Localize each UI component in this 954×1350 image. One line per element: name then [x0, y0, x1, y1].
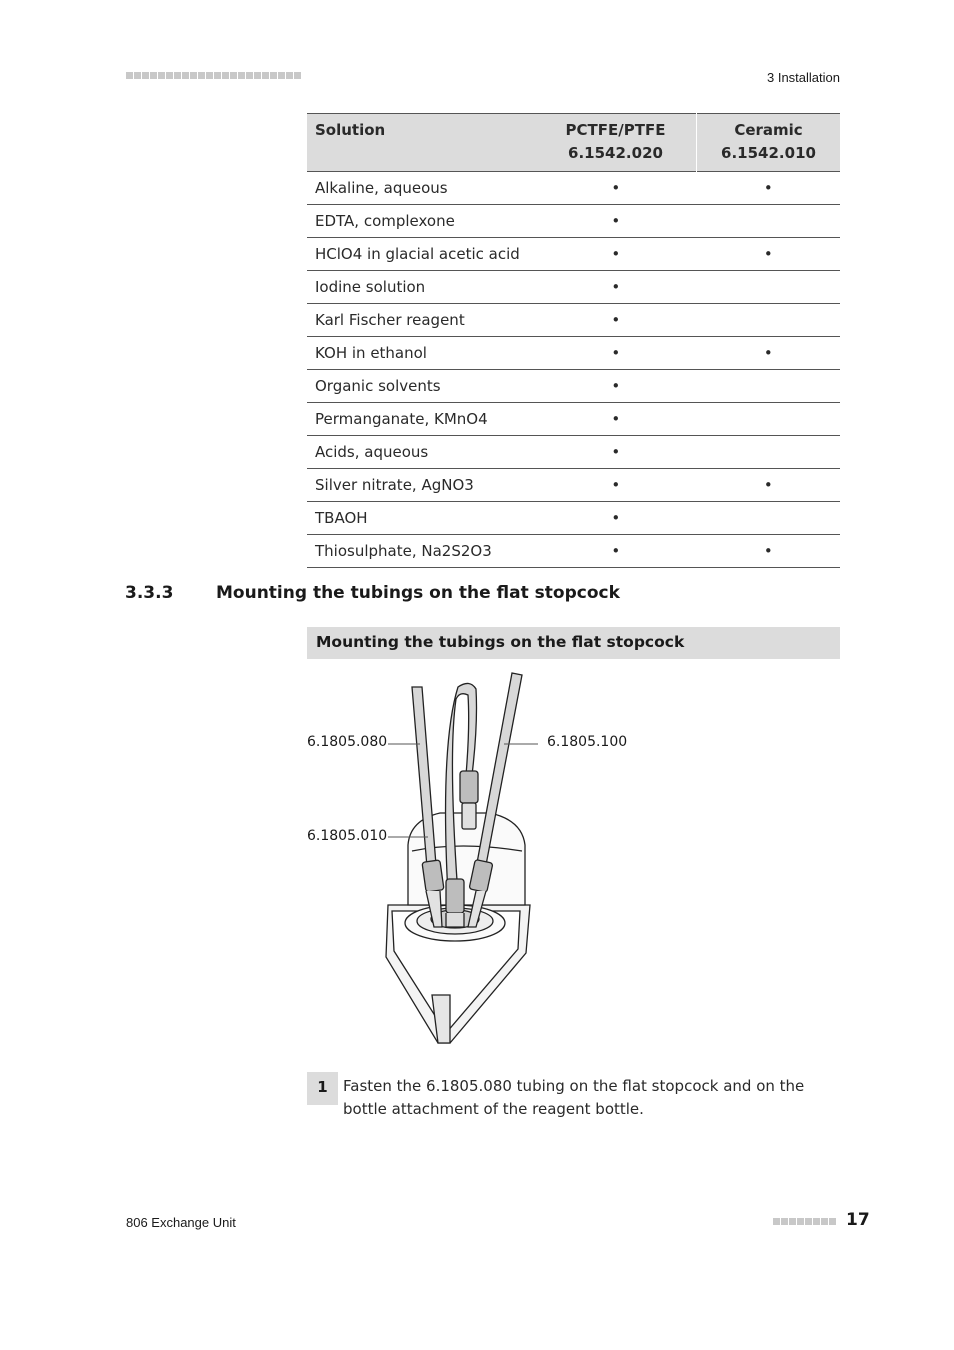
table-row — [307, 370, 840, 403]
decoration-square — [278, 72, 285, 79]
decoration-square — [206, 72, 213, 79]
cell-ceramic — [697, 271, 841, 304]
cell-pctfe: • — [535, 172, 697, 205]
solution-compatibility-table — [307, 113, 840, 568]
table-row — [307, 469, 840, 502]
decoration-square — [150, 72, 157, 79]
decoration-square — [829, 1218, 836, 1225]
cell-solution: Permanganate, KMnO4 — [307, 403, 535, 436]
column-header-pctfe — [535, 114, 697, 172]
decoration-square — [198, 72, 205, 79]
table-row — [307, 205, 840, 238]
cell-solution: Karl Fischer reagent — [307, 304, 535, 337]
cell-ceramic — [697, 502, 841, 535]
decoration-square — [134, 72, 141, 79]
step-text: Fasten the 6.1805.080 tubing on the flat stopcock and on the bottle attachment of the reagent bottle. — [343, 1077, 805, 1118]
decoration-square — [126, 72, 133, 79]
decoration-square — [214, 72, 221, 79]
step-number: 1 — [307, 1072, 338, 1105]
cell-ceramic: • — [697, 238, 841, 271]
table-row — [307, 304, 840, 337]
decoration-square — [190, 72, 197, 79]
running-header-section: 3 Installation — [767, 70, 840, 85]
procedure-title-banner: Mounting the tubings on the flat stopcock — [307, 627, 840, 659]
table-row — [307, 502, 840, 535]
decoration-square — [805, 1218, 812, 1225]
cell-solution: Acids, aqueous — [307, 436, 535, 469]
decoration-square — [222, 72, 229, 79]
cell-pctfe: • — [535, 535, 697, 568]
cell-pctfe: • — [535, 238, 697, 271]
decoration-square — [789, 1218, 796, 1225]
table-row — [307, 172, 840, 205]
decoration-square — [246, 72, 253, 79]
footer-document-title: 806 Exchange Unit — [126, 1215, 236, 1230]
cell-solution: Silver nitrate, AgNO3 — [307, 469, 535, 502]
decoration-square — [174, 72, 181, 79]
decoration-square — [262, 72, 269, 79]
cell-solution: Thiosulphate, Na2S2O3 — [307, 535, 535, 568]
table-body — [307, 172, 840, 568]
cell-solution: Iodine solution — [307, 271, 535, 304]
decoration-square — [142, 72, 149, 79]
section-number: 3.3.3 — [125, 583, 174, 603]
decoration-square — [773, 1218, 780, 1225]
cell-solution: TBAOH — [307, 502, 535, 535]
table-row — [307, 271, 840, 304]
footer-decoration — [773, 1218, 836, 1225]
stopcock-tubing-illustration — [300, 665, 660, 1055]
cell-ceramic: • — [697, 337, 841, 370]
column-header-label: PCTFE/PTFE — [565, 121, 666, 139]
decoration-square — [821, 1218, 828, 1225]
column-header-ceramic — [697, 114, 841, 172]
cell-ceramic: • — [697, 535, 841, 568]
column-header-label: Ceramic — [734, 121, 803, 139]
cell-solution: Organic solvents — [307, 370, 535, 403]
column-header-part-number: 6.1542.020 — [568, 144, 663, 162]
column-header-solution — [307, 114, 535, 172]
decoration-square — [797, 1218, 804, 1225]
table-row — [307, 436, 840, 469]
decoration-square — [158, 72, 165, 79]
column-header-label: Solution — [315, 121, 386, 139]
column-header-part-number: 6.1542.010 — [721, 144, 816, 162]
cell-ceramic — [697, 436, 841, 469]
table-header-row — [307, 114, 840, 172]
section-heading — [125, 583, 620, 603]
cell-pctfe: • — [535, 502, 697, 535]
cell-solution: EDTA, complexone — [307, 205, 535, 238]
procedure-step — [307, 1072, 840, 1121]
header-decoration — [126, 72, 301, 79]
decoration-square — [286, 72, 293, 79]
cell-pctfe: • — [535, 304, 697, 337]
cell-pctfe: • — [535, 370, 697, 403]
section-title: Mounting the tubings on the flat stopcock — [216, 583, 620, 603]
cell-pctfe: • — [535, 436, 697, 469]
table-row — [307, 535, 840, 568]
callout-tubing-080: 6.1805.080 — [307, 734, 388, 750]
decoration-square — [254, 72, 261, 79]
cell-ceramic — [697, 370, 841, 403]
decoration-square — [270, 72, 277, 79]
cell-solution: Alkaline, aqueous — [307, 172, 535, 205]
decoration-square — [238, 72, 245, 79]
cell-solution: KOH in ethanol — [307, 337, 535, 370]
cell-solution: HClO4 in glacial acetic acid — [307, 238, 535, 271]
decoration-square — [294, 72, 301, 79]
decoration-square — [230, 72, 237, 79]
cell-pctfe: • — [535, 337, 697, 370]
cell-pctfe: • — [535, 271, 697, 304]
cell-ceramic — [697, 403, 841, 436]
decoration-square — [166, 72, 173, 79]
stopcock-drawing — [300, 665, 660, 1055]
callout-tubing-100: 6.1805.100 — [547, 734, 628, 750]
table-row — [307, 337, 840, 370]
decoration-square — [182, 72, 189, 79]
cell-ceramic — [697, 304, 841, 337]
page-number: 17 — [846, 1210, 870, 1230]
table-row — [307, 238, 840, 271]
callout-tubing-010: 6.1805.010 — [307, 828, 388, 844]
cell-pctfe: • — [535, 403, 697, 436]
cell-ceramic — [697, 205, 841, 238]
table-row — [307, 403, 840, 436]
cell-ceramic: • — [697, 469, 841, 502]
decoration-square — [781, 1218, 788, 1225]
cell-ceramic: • — [697, 172, 841, 205]
decoration-square — [813, 1218, 820, 1225]
cell-pctfe: • — [535, 469, 697, 502]
cell-pctfe: • — [535, 205, 697, 238]
